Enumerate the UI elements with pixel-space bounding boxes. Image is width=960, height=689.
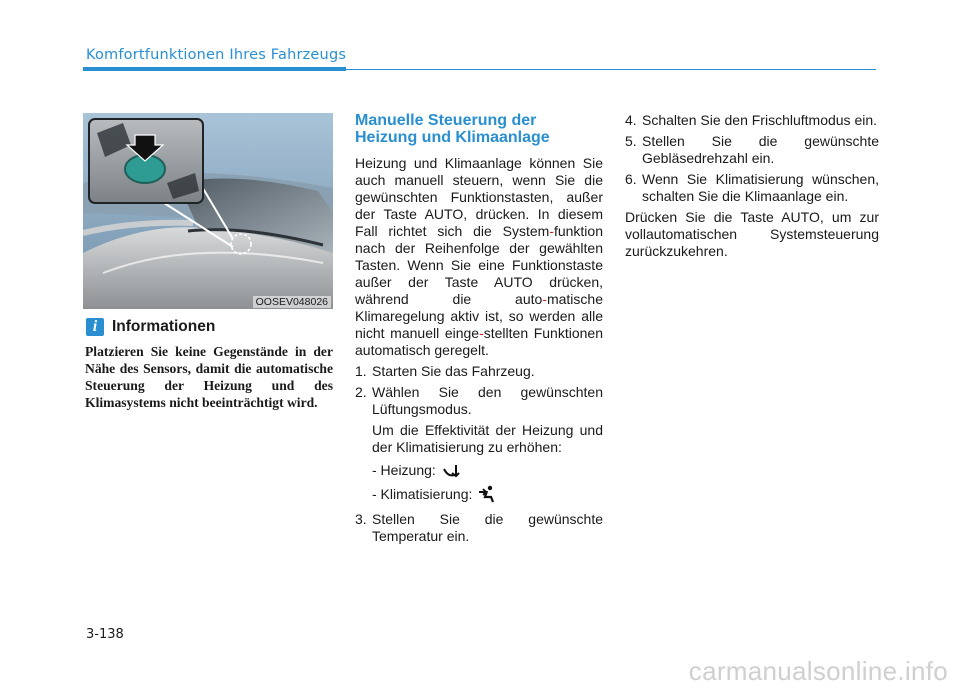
intro-text: Heizung und Klimaanlage können Sie auch manuell steuern, wenn Sie die gewünschten Funktionstasten, außer der Taste AUTO, drücken. In diesem Fall richtet sich die System bbox=[355, 155, 603, 239]
intro-text: stellten Funktionen automatisch geregelt. bbox=[355, 325, 603, 358]
step-text: Stellen Sie die gewünschte Gebläsedrehzahl ein. bbox=[642, 133, 879, 166]
manual-control-column bbox=[355, 112, 603, 549]
heating-mode-line bbox=[372, 462, 603, 479]
step-text: Wählen Sie den gewünschten Lüftungsmodus. bbox=[372, 384, 603, 417]
car-windshield-illustration bbox=[83, 113, 333, 309]
step-text: Wenn Sie Klimatisierung wünschen, schalten Sie die Klimaanlage ein. bbox=[642, 171, 879, 204]
steps-list bbox=[625, 112, 879, 205]
list-item bbox=[355, 384, 603, 418]
step-number: 3. bbox=[355, 511, 367, 527]
step-number: 4. bbox=[625, 112, 637, 128]
section-title-line-1: Manuelle Steuerung der bbox=[355, 112, 537, 129]
steps-list bbox=[355, 511, 603, 545]
manual-control-column-continued bbox=[625, 112, 879, 262]
header-rule-thin bbox=[346, 69, 876, 71]
cooling-label: - Klimatisierung: bbox=[372, 485, 473, 502]
list-item bbox=[625, 112, 879, 129]
face-vent-mode-icon bbox=[478, 485, 496, 503]
info-text: Platzieren Sie keine Gegenstände in der Nähe des Sensors, damit die automatische Steuerung der Heizung und des Klimasystems nicht beeinträchtigt wird. bbox=[85, 344, 333, 410]
sensor-location-figure bbox=[83, 113, 333, 309]
step-number: 2. bbox=[355, 384, 367, 400]
section-title bbox=[355, 112, 603, 146]
step-number: 6. bbox=[625, 171, 637, 187]
header-rule-thick bbox=[83, 67, 346, 71]
intro-paragraph bbox=[355, 155, 603, 359]
step-number: 1. bbox=[355, 363, 367, 379]
intro-hyphen: - bbox=[479, 325, 484, 341]
list-item bbox=[625, 171, 879, 205]
heating-label: - Heizung: bbox=[372, 462, 436, 478]
section-header-title: Komfortfunktionen Ihres Fahrzeugs bbox=[86, 47, 347, 63]
closing-paragraph: Drücken Sie die Taste AUTO, um zur vollautomatischen Systemsteuerung zurückzukehren. bbox=[625, 209, 879, 259]
list-item bbox=[355, 511, 603, 545]
floor-vent-mode-icon bbox=[442, 463, 460, 479]
step-text: Starten Sie das Fahrzeug. bbox=[372, 363, 535, 379]
section-title-line-2: Heizung und Klimaanlage bbox=[355, 129, 550, 146]
step-text: Schalten Sie den Frischluftmodus ein. bbox=[642, 112, 878, 128]
list-item bbox=[355, 363, 603, 380]
intro-text: funktion nach der Reihenfolge der gewählten Tasten. Wenn Sie eine Funktionstaste außer der Taste AUTO drücken, während die auto bbox=[355, 223, 603, 307]
intro-hyphen: - bbox=[542, 291, 547, 307]
figure-code: OOSEV048026 bbox=[253, 296, 331, 308]
intro-text: matische Klimaregelung aktiv ist, so werden alle nicht manuell einge bbox=[355, 291, 603, 341]
info-heading bbox=[86, 318, 215, 336]
step-number: 5. bbox=[625, 133, 637, 149]
cooling-mode-line bbox=[372, 485, 603, 503]
list-item bbox=[625, 133, 879, 167]
info-icon: i bbox=[86, 318, 104, 336]
watermark: carmanualsonline.info bbox=[688, 656, 948, 686]
page-number: 3-138 bbox=[86, 627, 124, 642]
info-title: Informationen bbox=[112, 318, 216, 335]
steps-list bbox=[355, 363, 603, 418]
intro-hyphen: - bbox=[549, 223, 554, 239]
step-2-note: Um die Effektivität der Heizung und der Klimatisierung zu erhöhen: bbox=[372, 422, 603, 455]
step-text: Stellen Sie die gewünschte Temperatur ein. bbox=[372, 511, 603, 544]
